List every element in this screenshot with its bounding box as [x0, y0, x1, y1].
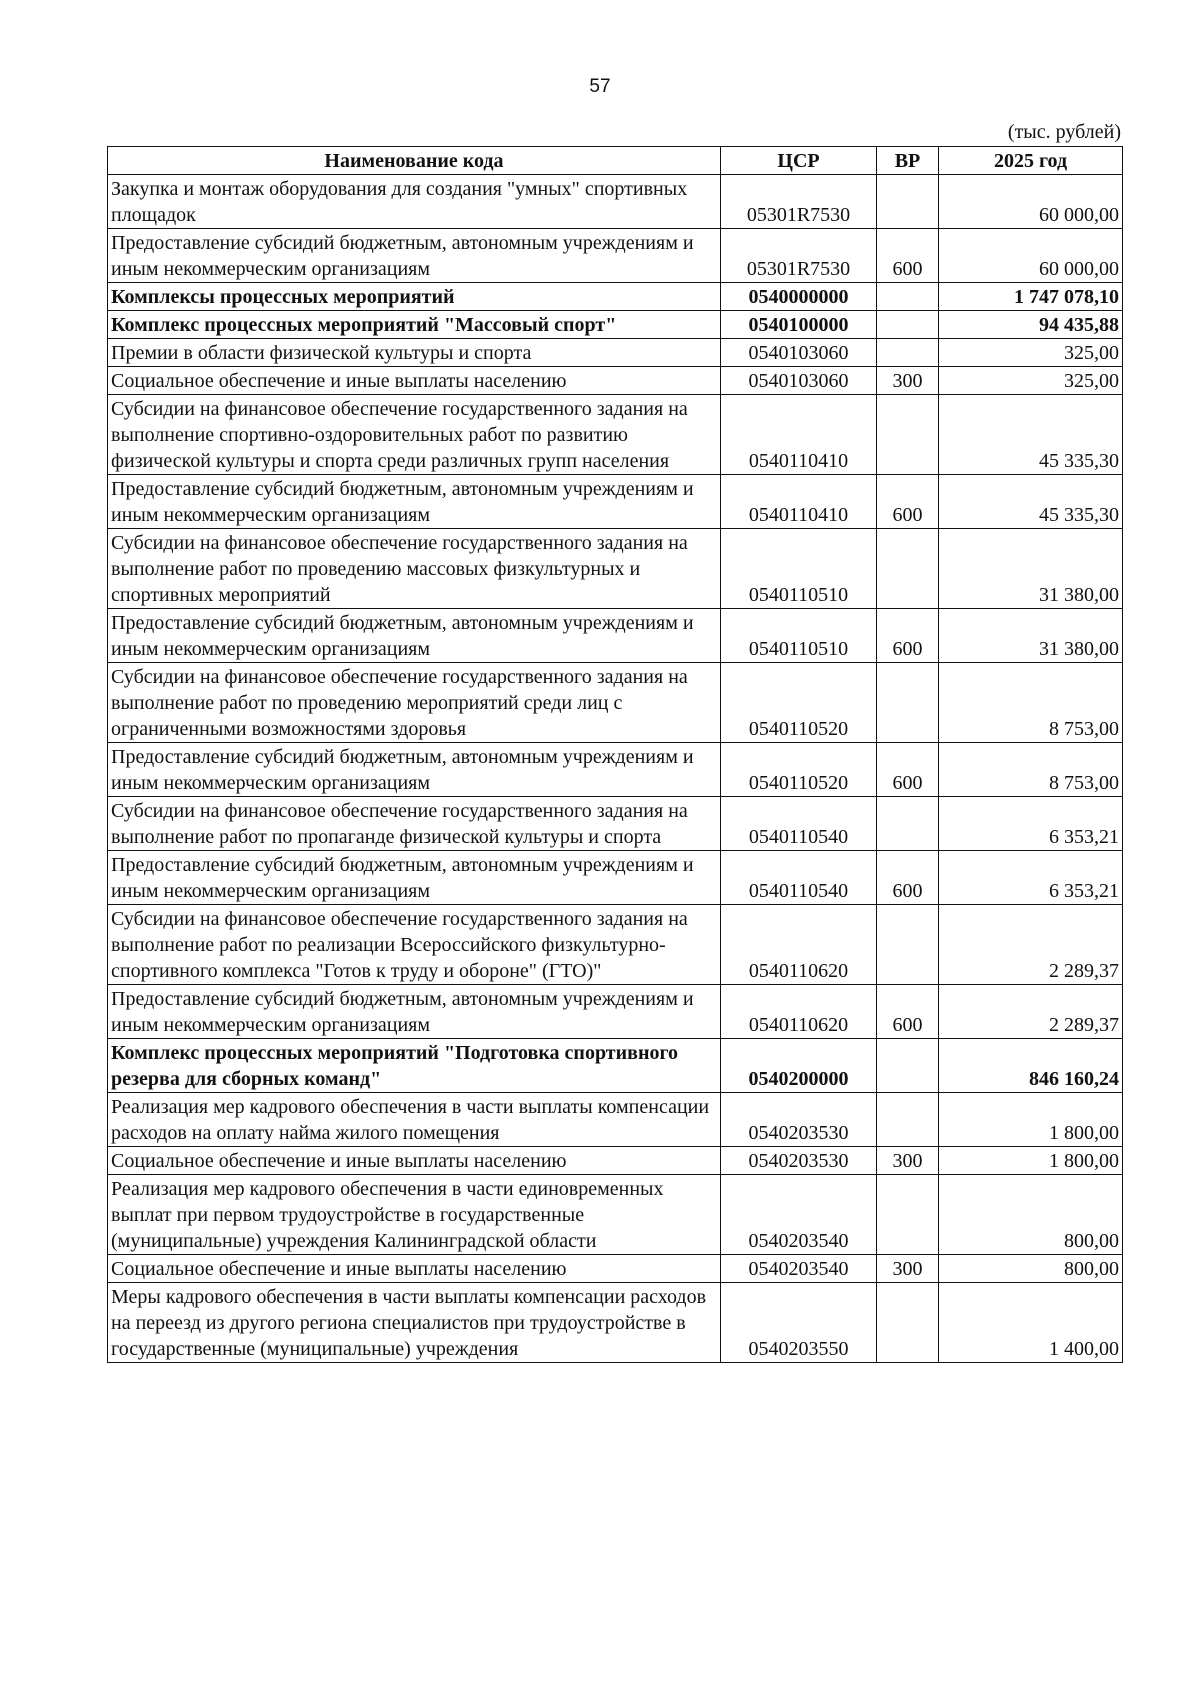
- row-vr-cell: 600: [877, 475, 939, 529]
- row-sum-cell: 8 753,00: [939, 743, 1123, 797]
- row-csr-cell: 05301R7530: [721, 175, 877, 229]
- table-row: [108, 1039, 1123, 1093]
- row-name-cell: Премии в области физической культуры и спорта: [108, 339, 721, 367]
- row-csr-cell: 0540100000: [721, 311, 877, 339]
- header-csr: ЦСР: [721, 147, 877, 175]
- table-row: [108, 1283, 1123, 1363]
- table-row: [108, 283, 1123, 311]
- header-vr: ВР: [877, 147, 939, 175]
- row-vr-cell: 300: [877, 1147, 939, 1175]
- row-sum-cell: 1 400,00: [939, 1283, 1123, 1363]
- row-csr-cell: 0540103060: [721, 339, 877, 367]
- units-label: (тыс. рублей): [1007, 121, 1121, 143]
- row-csr-cell: 0540203540: [721, 1255, 877, 1283]
- row-csr-cell: 0540110620: [721, 985, 877, 1039]
- table-header-row: [108, 147, 1123, 175]
- row-vr-cell: [877, 1093, 939, 1147]
- row-name-cell: Реализация мер кадрового обеспечения в части единовременных выплат при первом трудоустройстве в государственные (муниципальные) учреждения Калининградской области: [108, 1175, 721, 1255]
- row-name-cell: Социальное обеспечение и иные выплаты населению: [108, 1147, 721, 1175]
- row-name-cell: Реализация мер кадрового обеспечения в части выплаты компенсации расходов на оплату найма жилого помещения: [108, 1093, 721, 1147]
- row-sum-cell: 800,00: [939, 1175, 1123, 1255]
- table-row: [108, 395, 1123, 475]
- row-vr-cell: [877, 1039, 939, 1093]
- row-name-cell: Социальное обеспечение и иные выплаты населению: [108, 1255, 721, 1283]
- row-sum-cell: 325,00: [939, 339, 1123, 367]
- row-sum-cell: 2 289,37: [939, 905, 1123, 985]
- row-csr-cell: 0540110540: [721, 851, 877, 905]
- row-name-cell: Закупка и монтаж оборудования для создания "умных" спортивных площадок: [108, 175, 721, 229]
- row-sum-cell: 2 289,37: [939, 985, 1123, 1039]
- row-vr-cell: [877, 1175, 939, 1255]
- row-csr-cell: 0540203530: [721, 1093, 877, 1147]
- row-vr-cell: [877, 905, 939, 985]
- row-name-cell: Предоставление субсидий бюджетным, автономным учреждениям и иным некоммерческим организациям: [108, 609, 721, 663]
- row-sum-cell: 6 353,21: [939, 851, 1123, 905]
- row-name-cell: Социальное обеспечение и иные выплаты населению: [108, 367, 721, 395]
- row-sum-cell: 60 000,00: [939, 229, 1123, 283]
- row-csr-cell: 0540110520: [721, 663, 877, 743]
- table-row: [108, 1175, 1123, 1255]
- row-csr-cell: 0540110510: [721, 609, 877, 663]
- row-name-cell: Комплексы процессных мероприятий: [108, 283, 721, 311]
- table-row: [108, 339, 1123, 367]
- row-csr-cell: 0540110540: [721, 797, 877, 851]
- row-vr-cell: [877, 663, 939, 743]
- page-number: 57: [589, 76, 611, 97]
- row-name-cell: Предоставление субсидий бюджетным, автономным учреждениям и иным некоммерческим организациям: [108, 851, 721, 905]
- row-name-cell: Предоставление субсидий бюджетным, автономным учреждениям и иным некоммерческим организациям: [108, 743, 721, 797]
- row-csr-cell: 0540203530: [721, 1147, 877, 1175]
- table-row: [108, 229, 1123, 283]
- table-row: [108, 1093, 1123, 1147]
- row-vr-cell: [877, 395, 939, 475]
- row-vr-cell: 600: [877, 743, 939, 797]
- table-row: [108, 1147, 1123, 1175]
- row-csr-cell: 0540203540: [721, 1175, 877, 1255]
- row-name-cell: Субсидии на финансовое обеспечение государственного задания на выполнение спортивно-оздоровительных работ по развитию физической культуры и спорта среди различных групп населения: [108, 395, 721, 475]
- table-row: [108, 663, 1123, 743]
- table-row: [108, 797, 1123, 851]
- row-vr-cell: [877, 797, 939, 851]
- table-row: [108, 851, 1123, 905]
- row-csr-cell: 0540110410: [721, 475, 877, 529]
- row-sum-cell: 1 800,00: [939, 1093, 1123, 1147]
- table-row: [108, 609, 1123, 663]
- header-year: 2025 год: [939, 147, 1123, 175]
- table-row: [108, 529, 1123, 609]
- row-vr-cell: [877, 1283, 939, 1363]
- row-vr-cell: [877, 339, 939, 367]
- row-vr-cell: 600: [877, 851, 939, 905]
- row-name-cell: Субсидии на финансовое обеспечение государственного задания на выполнение работ по проведению мероприятий среди лиц с ограниченными возможностями здоровья: [108, 663, 721, 743]
- row-sum-cell: 1 747 078,10: [939, 283, 1123, 311]
- row-vr-cell: [877, 283, 939, 311]
- row-name-cell: Предоставление субсидий бюджетным, автономным учреждениям и иным некоммерческим организациям: [108, 985, 721, 1039]
- table-body: [108, 175, 1123, 1363]
- row-name-cell: Предоставление субсидий бюджетным, автономным учреждениям и иным некоммерческим организациям: [108, 229, 721, 283]
- row-sum-cell: 45 335,30: [939, 395, 1123, 475]
- budget-table: [107, 146, 1123, 1363]
- row-name-cell: Субсидии на финансовое обеспечение государственного задания на выполнение работ по проведению массовых физкультурных и спортивных мероприятий: [108, 529, 721, 609]
- row-sum-cell: 6 353,21: [939, 797, 1123, 851]
- row-csr-cell: 0540110520: [721, 743, 877, 797]
- row-vr-cell: 600: [877, 229, 939, 283]
- row-sum-cell: 1 800,00: [939, 1147, 1123, 1175]
- row-name-cell: Меры кадрового обеспечения в части выплаты компенсации расходов на переезд из другого региона специалистов при трудоустройстве в государственные (муниципальные) учреждения: [108, 1283, 721, 1363]
- table-row: [108, 175, 1123, 229]
- row-csr-cell: 0540110510: [721, 529, 877, 609]
- row-vr-cell: [877, 529, 939, 609]
- row-sum-cell: 8 753,00: [939, 663, 1123, 743]
- row-sum-cell: 800,00: [939, 1255, 1123, 1283]
- row-csr-cell: 05301R7530: [721, 229, 877, 283]
- row-sum-cell: 60 000,00: [939, 175, 1123, 229]
- row-name-cell: Субсидии на финансовое обеспечение государственного задания на выполнение работ по реализации Всероссийского физкультурно-спортивного комплекса "Готов к труду и обороне" (ГТО)": [108, 905, 721, 985]
- table-row: [108, 475, 1123, 529]
- row-csr-cell: 0540110620: [721, 905, 877, 985]
- row-csr-cell: 0540000000: [721, 283, 877, 311]
- row-name-cell: Предоставление субсидий бюджетным, автономным учреждениям и иным некоммерческим организациям: [108, 475, 721, 529]
- row-name-cell: Субсидии на финансовое обеспечение государственного задания на выполнение работ по пропаганде физической культуры и спорта: [108, 797, 721, 851]
- table-row: [108, 367, 1123, 395]
- row-csr-cell: 0540203550: [721, 1283, 877, 1363]
- table-row: [108, 985, 1123, 1039]
- row-sum-cell: 31 380,00: [939, 529, 1123, 609]
- row-vr-cell: [877, 311, 939, 339]
- row-csr-cell: 0540103060: [721, 367, 877, 395]
- row-sum-cell: 846 160,24: [939, 1039, 1123, 1093]
- row-sum-cell: 31 380,00: [939, 609, 1123, 663]
- row-csr-cell: 0540200000: [721, 1039, 877, 1093]
- table-row: [108, 743, 1123, 797]
- row-vr-cell: 300: [877, 1255, 939, 1283]
- row-name-cell: Комплекс процессных мероприятий "Массовый спорт": [108, 311, 721, 339]
- row-sum-cell: 45 335,30: [939, 475, 1123, 529]
- row-name-cell: Комплекс процессных мероприятий "Подготовка спортивного резерва для сборных команд": [108, 1039, 721, 1093]
- row-vr-cell: 600: [877, 609, 939, 663]
- table-row: [108, 311, 1123, 339]
- row-vr-cell: 300: [877, 367, 939, 395]
- row-sum-cell: 325,00: [939, 367, 1123, 395]
- row-vr-cell: [877, 175, 939, 229]
- header-name: Наименование кода: [108, 147, 721, 175]
- table-row: [108, 905, 1123, 985]
- row-vr-cell: 600: [877, 985, 939, 1039]
- table-row: [108, 1255, 1123, 1283]
- row-csr-cell: 0540110410: [721, 395, 877, 475]
- row-sum-cell: 94 435,88: [939, 311, 1123, 339]
